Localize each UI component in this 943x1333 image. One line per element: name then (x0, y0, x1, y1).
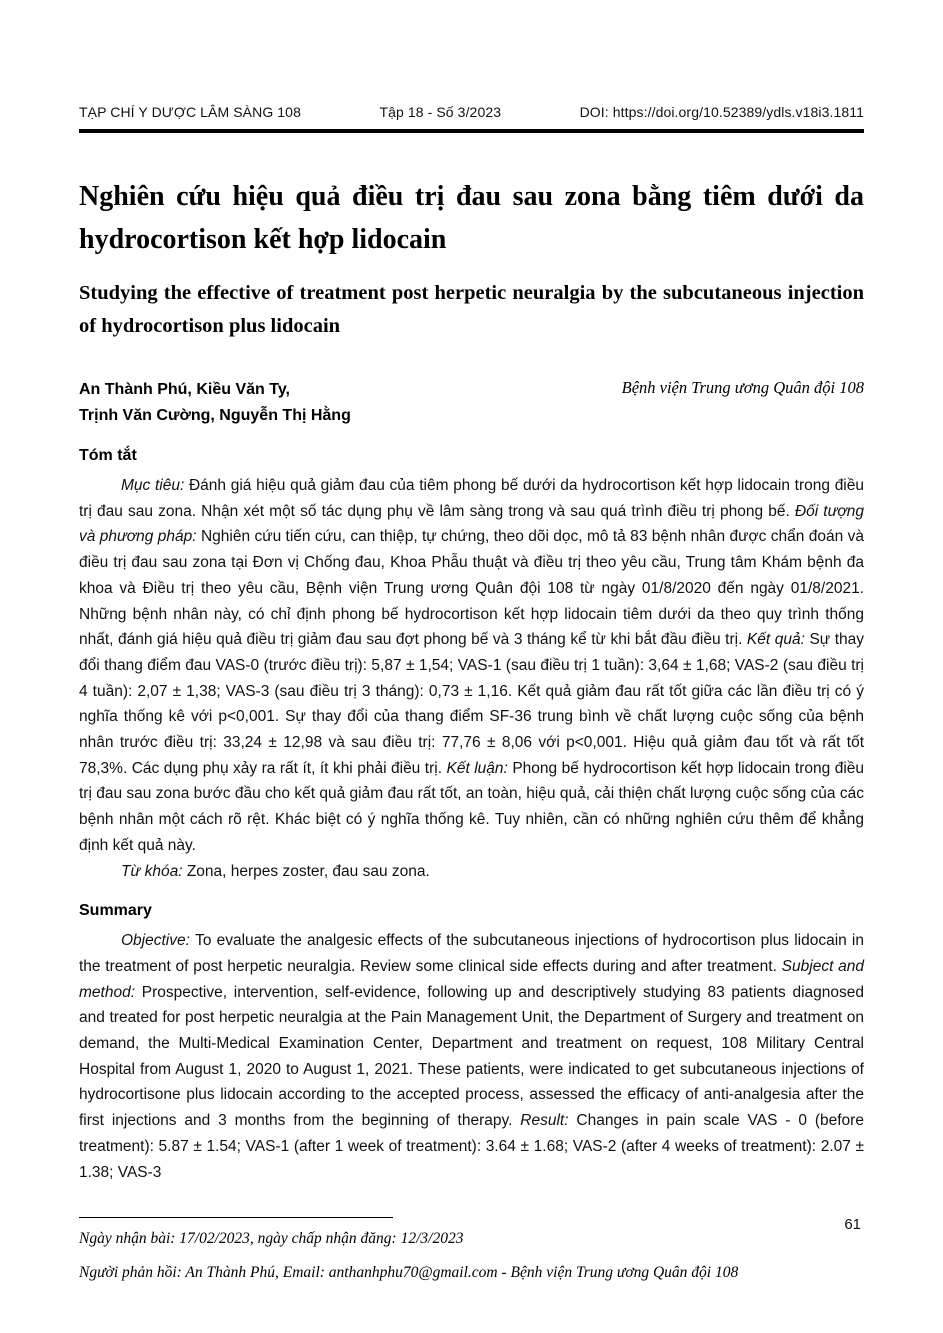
keywords-line: Từ khóa: Zona, herpes zoster, đau sau zona. (121, 862, 430, 880)
journal-header (79, 0, 864, 120)
summary-heading: Summary (79, 902, 152, 920)
footnote-received: Ngày nhận bài: 17/02/2023, ngày chấp nhận đăng: 12/3/2023 (79, 1230, 464, 1248)
footnote-block (79, 1217, 864, 1286)
footnote-correspondence[interactable]: Người phản hồi: An Thành Phú, Email: anthanhphu70@gmail.com - Bệnh viện Trung ương Quân đội 108 (79, 1264, 739, 1282)
header-divider (79, 129, 864, 133)
doi-link[interactable]: DOI: https://doi.org/10.52389/ydls.v18i3.1811 (579, 104, 864, 120)
author-line-1: An Thành Phú, Kiều Văn Ty, (79, 381, 290, 398)
authors-block (79, 377, 351, 429)
page-number: 61 (844, 1216, 861, 1233)
abstract-heading: Tóm tắt (79, 447, 137, 464)
author-line-2: Trịnh Văn Cường, Nguyễn Thị Hằng (79, 407, 351, 424)
footnote-divider (79, 1217, 393, 1218)
abstract-paragraph: Mục tiêu: Đánh giá hiệu quả giảm đau của tiêm phong bế dưới da hydrocortison kết hợp lidocain trong điều trị đau sau zona. Nhận xét một số tác dụng phụ về lâm sàng trong và sau quá trình điều trị phong bế. Đối tượng và phương pháp: Nghiên cứu tiến cứu, can thiệp, tự chứng, theo dõi dọc, mô tả 83 bệnh nhân được chẩn đoán và điều trị đau sau zona tại Đơn vị Chống đau, Khoa Phẫu thuật và điều trị theo yêu cầu, Trung tâm Khám bệnh đa khoa và Điều trị theo yêu cầu, Bệnh viện Trung ương Quân đội 108 từ ngày 01/8/2020 đến ngày 01/8/2021. Những bệnh nhân này, có chỉ định phong bế hydrocortison kết hợp lidocain tiêm dưới da theo quy trình thống nhất, đánh giá hiệu quả điều trị giảm đau sau đợt phong bế và 3 tháng kể từ khi bắt đầu điều trị. Kết quả: Sự thay đổi thang điểm đau VAS-0 (trước điều trị): 5,87 ± 1,54; VAS-1 (sau điều trị 1 tuần): 3,64 ± 1,68; VAS-2 (sau điều trị 4 tuần): 2,07 ± 1,38; VAS-3 (sau điều trị 3 tháng): 0,73 ± 1,16. Kết quả giảm đau rất tốt giữa các lần điều trị có ý nghĩa thống kê với p<0,001. Sự thay đổi của thang điểm SF-36 trung bình về chất lượng cuộc sống của bệnh nhân trước điều trị: 33,24 ± 12,98 và sau điều trị: 77,76 ± 8,06 với p<0,001. Hiệu quả giảm đau tốt và rất tốt 78,3%. Các dụng phụ xảy ra rất ít, ít khi phải điều trị. Kết luận: Phong bế hydrocortison kết hợp lidocain trong điều trị đau sau zona bước đầu cho kết quả giảm đau rất tốt, an toàn, hiệu quả, cải thiện chất lượng cuộc sống của các bệnh nhân một cách rõ rệt. Khác biệt có ý nghĩa thống kê. Tuy nhiên, cần có những nghiên cứu thêm để khẳng định kết quả này. (79, 477, 865, 854)
byline (79, 377, 864, 429)
issue-info: Tập 18 - Số 3/2023 (379, 104, 502, 120)
affiliation: Bệnh viện Trung ương Quân đội 108 (621, 378, 864, 397)
summary-paragraph: Objective: To evaluate the analgesic effects of the subcutaneous injections of hydrocortison plus lidocain in the treatment of post herpetic neuralgia. Review some clinical side effects during and after treatment. Subject and method: Prospective, intervention, self-evidence, following up and descriptively studying 83 patients diagnosed and treated for post herpetic neuralgia at the Pain Management Unit, the Department of Surgery and treatment on demand, the Multi-Medical Examination Center, Department and treatment on request, 108 Military Central Hospital from August 1, 2020 to August 1, 2021. These patients, were indicated to get subcutaneous injections of hydrocortisone plus lidocain according to the accepted process, assessed the efficacy of anti-analgesia after the first injections and 3 months from the beginning of therapy. Result: Changes in pain scale VAS - 0 (before treatment): 5.87 ± 1.54; VAS-1 (after 1 week of treatment): 3.64 ± 1.68; VAS-2 (after 4 weeks of treatment): 2.07 ± 1.38; VAS-3 (79, 932, 864, 1181)
journal-name: TẠP CHÍ Y DƯỢC LÂM SÀNG 108 (79, 104, 301, 120)
title-vietnamese: Nghiên cứu hiệu quả điều trị đau sau zona bằng tiêm dưới da hydrocortison kết hợp lidocain (79, 181, 864, 255)
title-english: Studying the effective of treatment post herpetic neuralgia by the subcutaneous injection of hydrocortison plus lidocain (79, 282, 864, 337)
